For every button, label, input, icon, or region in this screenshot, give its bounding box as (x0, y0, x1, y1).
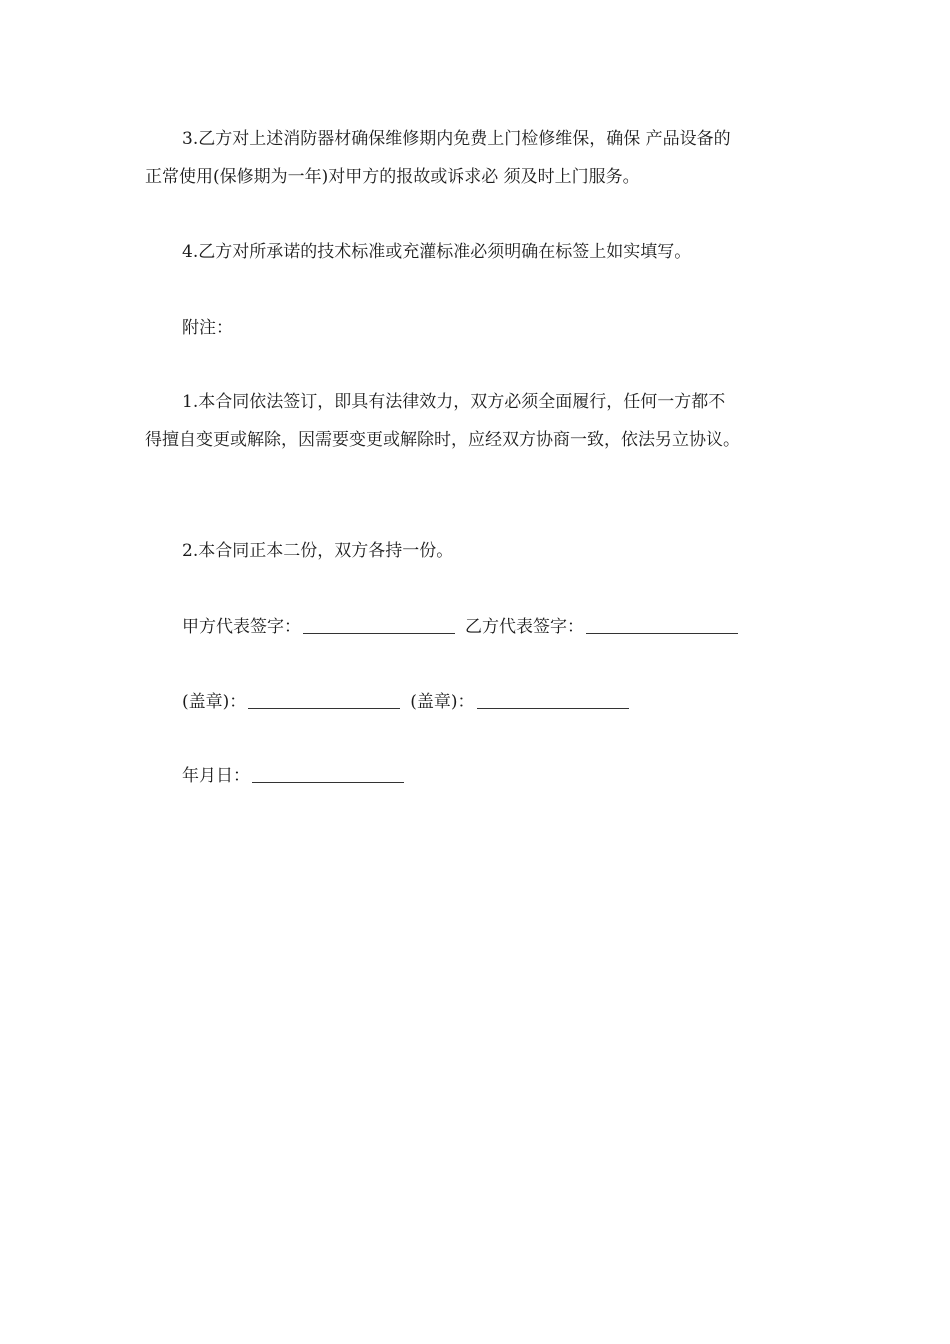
party-b-seal-label: (盖章)： (410, 692, 475, 712)
party-a-seal-label: (盖章)： (182, 692, 247, 712)
seal-row (182, 690, 639, 712)
signature-row (182, 615, 748, 637)
clause-3-line-2: 正常使用(保修期为一年)对甲方的报故或诉求必 须及时上门服务。 (145, 167, 640, 187)
clause-4: 4.乙方对所承诺的技术标准或充灌标准必须明确在标签上如实填写。 (182, 242, 692, 262)
notes-heading: 附注： (182, 318, 233, 338)
party-a-signature-label: 甲方代表签字： (182, 617, 301, 637)
date-label: 年月日： (182, 766, 250, 786)
clause-3-line-1: 3.乙方对上述消防器材确保维修期内免费上门检修维保，确保 产品设备的 (182, 129, 731, 149)
party-b-seal-blank (477, 692, 629, 709)
date-row (182, 764, 414, 786)
party-a-signature-blank (303, 617, 455, 634)
date-blank (252, 766, 404, 783)
note-2: 2.本合同正本二份，双方各持一份。 (182, 541, 454, 561)
party-b-signature-label: 乙方代表签字： (465, 617, 584, 637)
party-a-seal-blank (248, 692, 400, 709)
note-1-line-1: 1.本合同依法签订，即具有法律效力，双方必须全面履行，任何一方都不 (182, 392, 726, 412)
party-b-signature-blank (586, 617, 738, 634)
note-1-line-2: 得擅自变更或解除，因需要变更或解除时，应经双方协商一致，依法另立协议。 (145, 430, 740, 450)
